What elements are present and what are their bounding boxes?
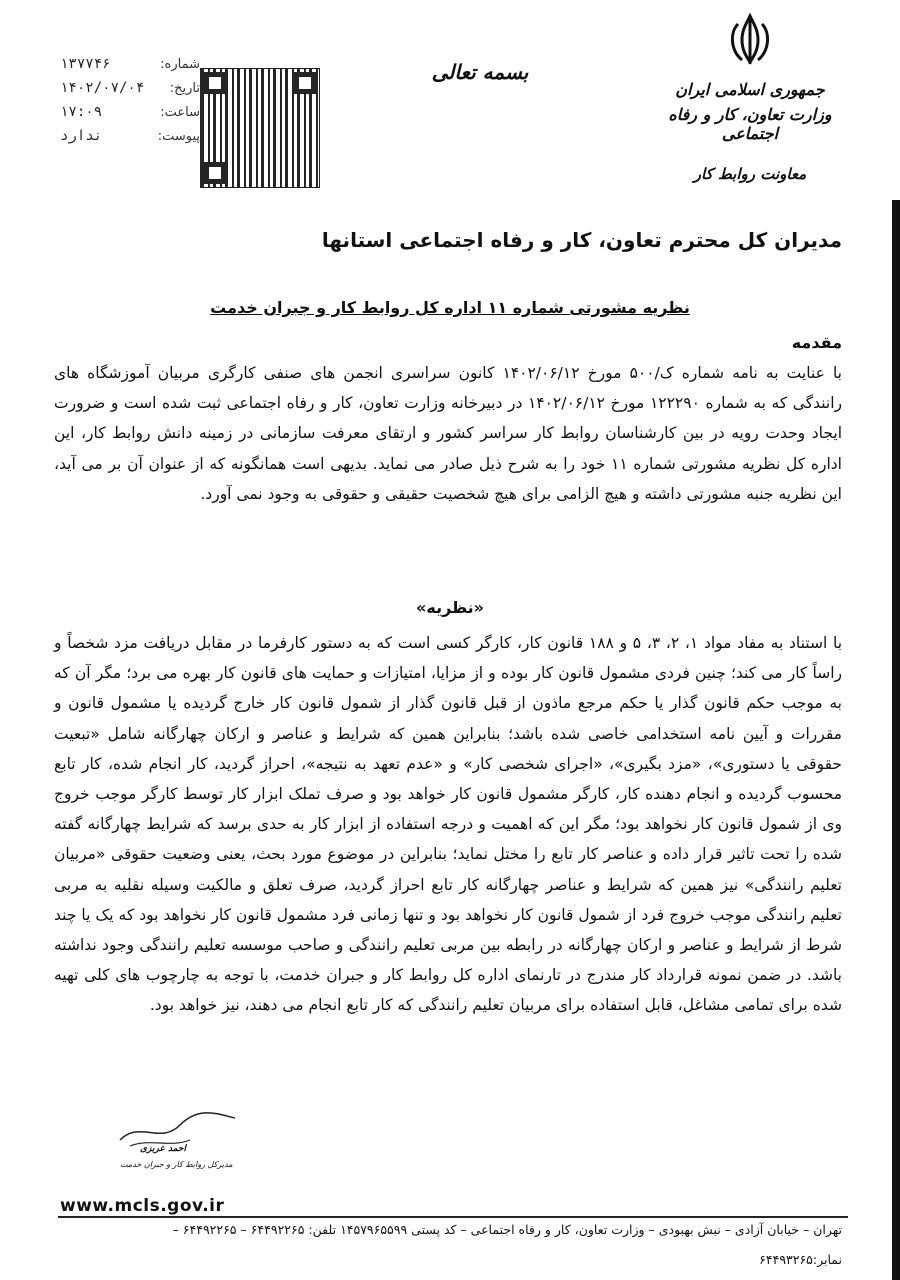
org-deputy: معاونت روابط کار [693,165,807,183]
ref-time-value: ۱۷:۰۹ [60,104,103,120]
bismillah-heading: بسمه تعالی [431,60,529,84]
signature-block [110,1110,250,1180]
organization-block [640,80,860,183]
footer-divider [58,1216,848,1218]
org-ministry: وزارت تعاون، کار و رفاه اجتماعی [668,105,832,143]
qr-code-icon [200,68,320,188]
intro-heading: مقدمه [791,333,842,352]
ref-time-label: ساعت: [160,104,200,120]
ref-number-label: شماره: [160,56,200,72]
footer-fax: نمابر:۶۴۴۹۳۲۶۵ [759,1252,842,1267]
signatory-name: احمد عربزی [140,1144,186,1154]
ref-date-label: تاریخ: [169,80,200,96]
addressee: مدیران کل محترم تعاون، کار و رفاه اجتماعی استانها [321,228,842,252]
ref-date-value: ۱۴۰۲/۰۷/۰۴ [60,80,145,96]
ref-number-row [60,52,200,76]
ref-number-value: ۱۳۷۷۴۶ [60,56,111,72]
intro-paragraph: با عنایت به نامه شماره ک/۵۰۰ مورخ ۱۴۰۲/۰۶/۱۲ کانون سراسری انجمن های صنفی کارگری مربیان آموزشگاه های رانندگی که به شماره ۱۲۲۲۹۰ مورخ ۱۴۰۲/۰۶/۱۲ در دبیرخانه وزارت تعاون، کار و رفاه اجتماعی ثبت شده است و ضرورت ایجاد وحدت رویه در بین کارشناسان روابط کار سراسر کشور و ارتقای معرفت سازمانی در زمینه دانش روابط کار، این اداره کل نظریه مشورتی شماره ۱۱ خود را به شرح ذیل صادر می نماید. بدیهی است همانگونه که از عنوان آن بر می آید، این نظریه جنبه مشورتی داشته و هیچ الزامی برای هیچ شخصیت حقیقی و حقوقی به وجود نمی آورد. [54,364,842,503]
signatory-title: مدیرکل روابط کار و جبران خدمت [120,1160,233,1169]
website-link[interactable]: www.mcls.gov.ir [60,1196,225,1216]
footer-address: تهران – خیابان آزادی – نبش بهبودی – وزارت تعاون، کار و رفاه اجتماعی – کد پستی ۱۴۵۷۹۶۵۵۹۹ تلفن: ۶۴۴۹۲۲۶۵ – ۶۴۴۹۲۲۶۵ – [172,1222,842,1237]
opinion-heading: «نظریه» [416,598,484,617]
ref-attachment-row [60,124,200,148]
ref-time-row [60,100,200,124]
reference-block [60,52,200,148]
opinion-paragraph: با استناد به مفاد مواد ۱، ۲، ۳، ۵ و ۱۸۸ قانون کار، کارگر کسی است که به دستور کارفرما در مقابل دریافت مزد شخصاً و راساً کار می کند؛ چنین فردی مشمول قانون کار بوده و از مزایا، امتیازات و حمایت های قانون کار بهره می برد؛ مگر آن که به موجب حکم قانون گذار یا حکم مرجع ماذون از قبل قانون گذار از شمول قانون کار خارج گردیده یا مشمول قانون و مقررات و آیین نامه استخدامی خاصی شده باشد؛ بنابراین همین که شرایط و عناصر و ارکان چهارگانه شامل «تبعیت حقوقی یا دستوری»، «مزد بگیری»، «اجرای شخصی کار» و «عدم تعهد به نتیجه»، احراز گردید، کار انجام شده، کار تابع محسوب گردیده و انجام دهنده کار، کارگر مشمول قانون کار خواهد بود و صرف تملک ابزار کار توسط کارگر موجب خروج وی از شمول قانون کار نخواهد بود؛ مگر این که اهمیت و درجه استفاده از ابزار کار به حدی برسد که شرایط چهارگانه گفته شده را تحت تاثیر قرار داده و عناصر کار تابع را مختل نماید؛ بنابراین در موضوع مورد بحث، یعنی وضعیت حقوقی «مربیان تعلیم رانندگی» نیز همین که شرایط و عناصر چهارگانه کار تابع احراز گردید، صرف تعلق و مالکیت وسیله نقلیه به مربی تعلیم رانندگی موجب خروج فرد از شمول قانون کار نخواهد بود و تنها زمانی فرد مشمول قانون کار نخواهد بود که یک یا چند شرط از شرایط و عناصر و ارکان چهارگانه در رابطه بین مربی تعلیم رانندگی و صاحب موسسه تعلیم رانندگی وجود نداشته باشد. در ضمن نمونه قرارداد کار مندرج در تارنمای اداره کل روابط کار و جبران خدمت، با توجه به چارچوب های کلی تهیه شده برای تمامی مشاغل، قابل استفاده برای مربیان تعلیم رانندگی که کار تابع انجام می دهند، نیز خواهد بود. [54,634,843,1015]
ref-attachment-label: پیوست: [157,128,200,144]
page-edge-bar [892,200,900,1280]
iran-emblem-icon [720,10,780,70]
letter-subject-text: نظریه مشورتی شماره ۱۱ اداره کل روابط کار و جبران خدمت [210,298,690,317]
ref-attachment-value: ندارد [60,128,103,144]
letter-subject [0,298,900,317]
org-country: جمهوری اسلامی ایران [675,80,825,99]
ref-date-row [60,76,200,100]
